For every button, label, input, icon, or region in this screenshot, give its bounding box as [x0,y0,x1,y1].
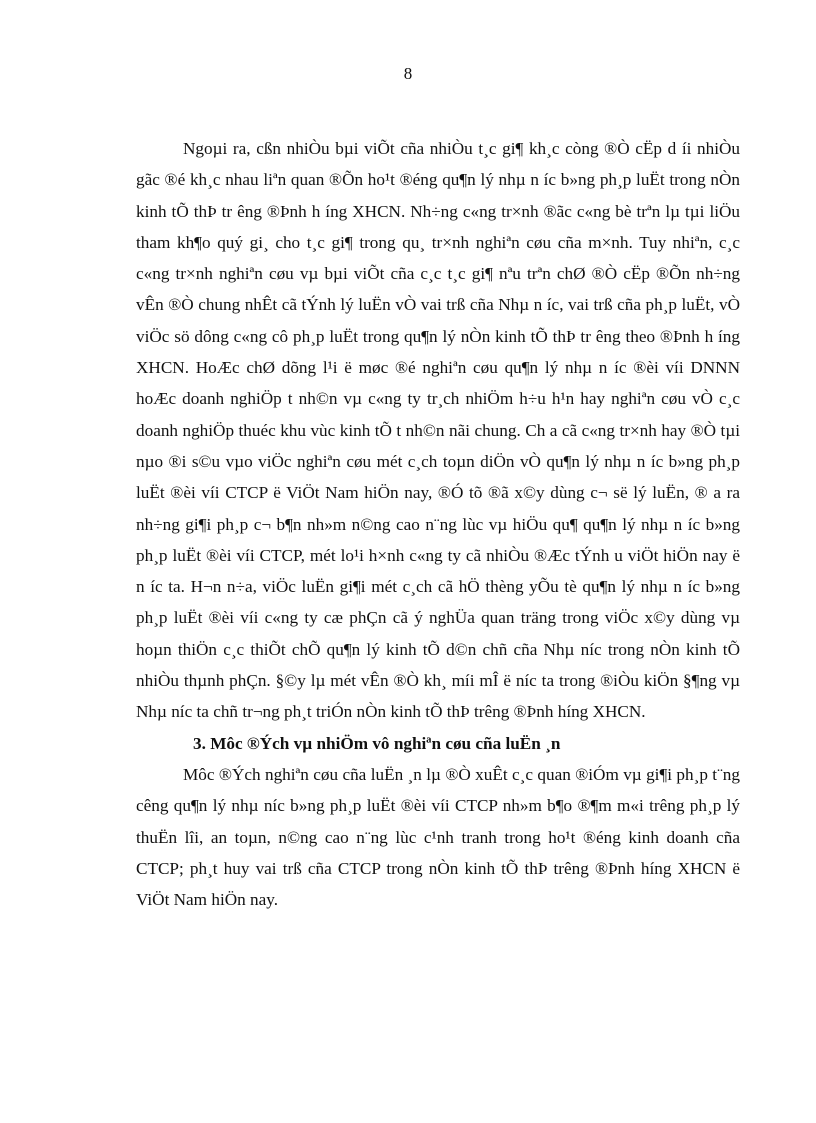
document-body [136,133,740,915]
paragraph-literature-review: Ngoµi ra, cßn nhiÒu bµi viÕt cña nhiÒu t¸c gi¶ kh¸c còng ®Ò cËp d íi nhiÒu gãc ®é kh¸c nhau liªn quan ®Õn ho¹t ®éng qu¶n lý nhµ n íc b»ng ph¸p luËt trong nÒn kinh tÕ thÞ tr êng ®Þnh h íng XHCN. Nh÷ng c«ng tr×nh ®ãc c«ng bè trªn lµ tµi liÖu tham kh¶o quý gi¸ cho t¸c gi¶ trong qu¸ tr×nh nghiªn cøu cña m×nh. Tuy nhiªn, c¸c c«ng tr×nh nghiªn cøu vµ bµi viÕt cña c¸c t¸c gi¶ nªu trªn chØ ®Ò cËp ®Õn nh÷ng vÊn ®Ò chung nhÊt cã tÝnh lý luËn vÒ vai trß cña Nhµ n íc, vai trß cña ph¸p luËt, vÒ viÖc sö dông c«ng cô ph¸p luËt trong qu¶n lý nÒn kinh tÕ thÞ tr êng theo ®Þnh h íng XHCN. HoÆc chØ dõng l¹i ë møc ®é nghiªn cøu qu¶n lý nhµ n íc ®èi víi DNNN hoÆc doanh nghiÖp t nh©n vµ c«ng ty tr¸ch nhiÖm h÷u h¹n hay nghiªn cøu vÒ c¸c doanh nghiÖp thuéc khu vùc kinh tÕ t nh©n nãi chung. Ch a cã c«ng tr×nh hay ®Ò tµi nµo ®i s©u vµo viÖc nghiªn cøu mét c¸ch toµn diÖn vÒ qu¶n lý nhµ n íc b»ng ph¸p luËt ®èi víi CTCP ë ViÖt Nam hiÖn nay, ®Ó tõ ®ã x©y dùng c¬ së lý luËn, ® a ra nh÷ng gi¶i ph¸p c¬ b¶n nh»m n©ng cao n¨ng lùc vµ hiÖu qu¶ qu¶n lý nhµ n íc b»ng ph¸p luËt ®èi víi CTCP, mét lo¹i h×nh c«ng ty cã nhiÒu ®Æc tÝnh u viÖt hiÖn nay ë n íc ta. H¬n n÷a, viÖc luËn gi¶i mét c¸ch cã hÖ thèng yÕu tè qu¶n lý nhµ n íc b»ng ph¸p luËt ®èi víi c«ng ty cæ phÇn cã ý nghÜa quan träng trong viÖc x©y dùng vµ hoµn thiÖn c¸c thiÕt chÕ qu¶n lý kinh tÕ d©n chñ cña Nhµ níc trong nÒn kinh tÕ nhiÒu thµnh phÇn. §©y lµ mét vÊn ®Ò kh¸ míi mÎ ë níc ta trong ®iÒu kiÖn §¶ng vµ Nhµ níc ta chñ tr¬ng ph¸t triÓn nÒn kinh tÕ thÞ trêng ®Þnh híng XHCN. [136,139,740,722]
paragraph-research-purpose: Môc ®Ých nghiªn cøu cña luËn ¸n lµ ®Ò xuÊt c¸c quan ®iÓm vµ gi¶i ph¸p t¨ng cêng qu¶n lý nhµ níc b»ng ph¸p luËt ®èi víi CTCP nh»m b¶o ®¶m m«i trêng ph¸p lý thuËn lîi, an toµn, n©ng cao n¨ng lùc c¹nh tranh trong ho¹t ®éng kinh doanh cña CTCP; ph¸t huy vai trß cña CTCP trong nÒn kinh tÕ thÞ trêng ®Þnh híng XHCN ë ViÖt Nam hiÖn nay. [136,764,740,910]
page-number: 8 [403,64,413,83]
section-heading-objectives: 3. Môc ®Ých vµ nhiÖm vô nghiªn cøu cña luËn ¸n [193,733,561,753]
